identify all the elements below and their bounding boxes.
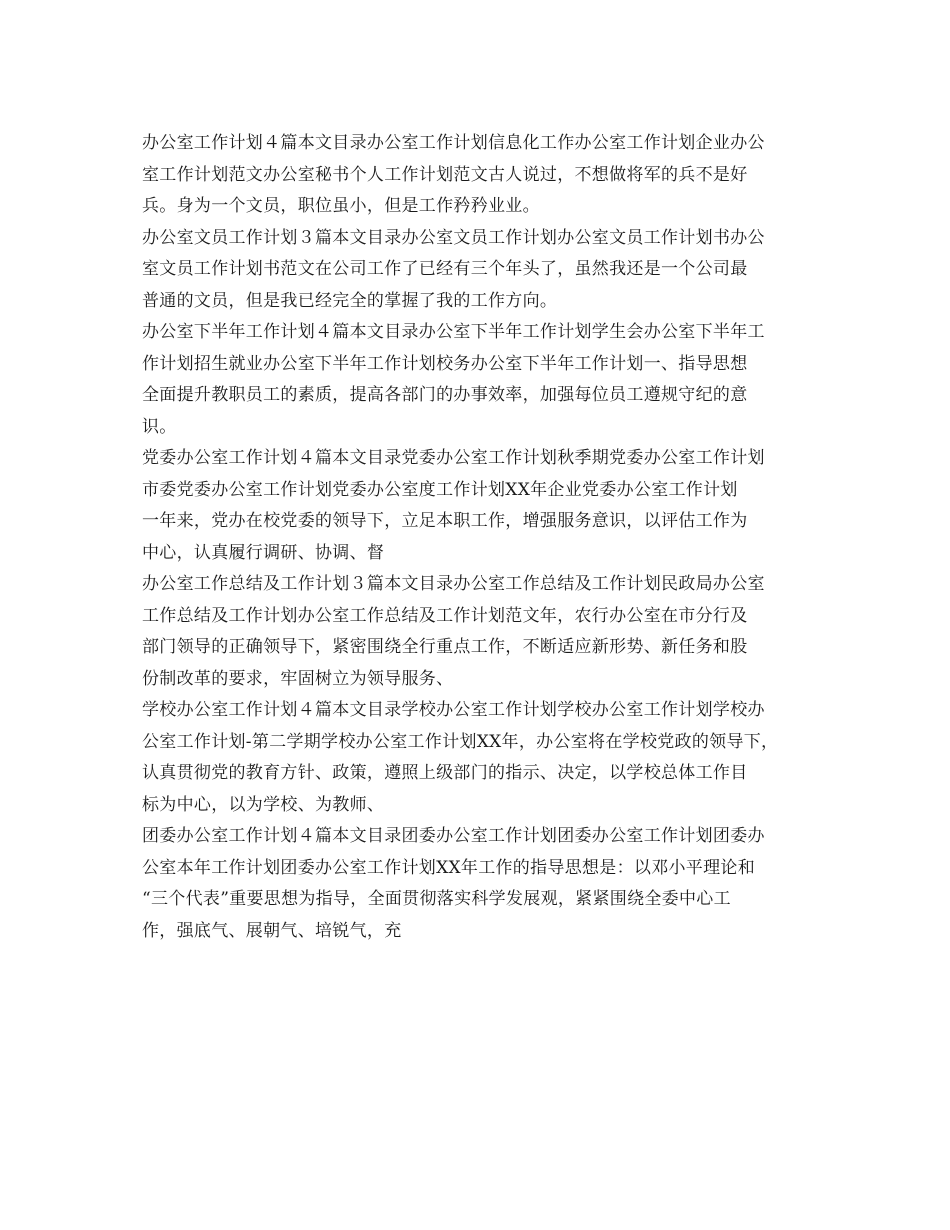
text-line: 中心，认真履行调研、协调、督 xyxy=(142,542,385,563)
text-line: 公室工作计划-第二学期学校办公室工作计划XX年，办公室将在学校党政的领导下， xyxy=(142,731,779,752)
text-line: 市委党委办公室工作计划党委办公室度工作计划XX年企业党委办公室工作计划 xyxy=(142,479,738,500)
text-line: 室文员工作计划书范文在公司工作了已经有三个年头了，虽然我还是一个公司最 xyxy=(142,259,748,279)
text-line: 一年来，党办在校党委的领导下，立足本职工作，增强服务意识，以评估工作为 xyxy=(142,511,748,531)
text-line: 办公室工作计划４篇本文目录办公室工作计划信息化工作办公室工作计划企业办公 xyxy=(142,133,765,153)
text-line: 团委办公室工作计划４篇本文目录团委办公室工作计划团委办公室工作计划团委办 xyxy=(142,826,765,846)
text-line: 作，强底气、展朝气、培锐气，充 xyxy=(142,920,402,941)
text-line: 办公室工作总结及工作计划３篇本文目录办公室工作总结及工作计划民政局办公室 xyxy=(142,574,765,594)
text-line: 部门领导的正确领导下，紧密围绕全行重点工作，不断适应新形势、新任务和股 xyxy=(142,637,748,657)
text-line: 份制改革的要求，牢固树立为领导服务、 xyxy=(142,668,454,689)
text-line: 认真贯彻党的教育方针、政策，遵照上级部门的指示、决定，以学校总体工作目 xyxy=(142,763,748,783)
text-line: 办公室文员工作计划３篇本文目录办公室文员工作计划办公室文员工作计划书办公 xyxy=(142,227,765,248)
text-line: 全面提升教职员工的素质，提高各部门的办事效率，加强每位员工遵规守纪的意 xyxy=(142,385,748,405)
text-line: 党委办公室工作计划４篇本文目录党委办公室工作计划秋季期党委办公室工作计划 xyxy=(142,448,765,468)
text-line: 工作总结及工作计划办公室工作总结及工作计划范文年，农行办公室在市分行及 xyxy=(142,605,748,626)
text-line: 公室本年工作计划团委办公室工作计划XX年工作的指导思想是：以邓小平理论和 xyxy=(142,857,756,878)
text-line: 普通的文员，但是我已经完全的掌握了我的工作方向。 xyxy=(142,290,558,311)
text-line: 标为中心，以为学校、为教师、 xyxy=(142,794,385,815)
text-line: 学校办公室工作计划４篇本文目录学校办公室工作计划学校办公室工作计划学校办 xyxy=(142,700,765,720)
text-line: 作计划招生就业办公室下半年工作计划校务办公室下半年工作计划一、指导思想 xyxy=(142,353,748,374)
text-line: 办公室下半年工作计划４篇本文目录办公室下半年工作计划学生会办公室下半年工 xyxy=(142,322,765,342)
text-line: 兵。身为一个文员，职位虽小，但是工作矜矜业业。 xyxy=(142,196,540,216)
document-body xyxy=(142,128,822,947)
text-line: “三个代表”重要思想为指导，全面贯彻落实科学发展观，紧紧围绕全委中心工 xyxy=(142,889,731,909)
text-line: 识。 xyxy=(142,416,177,437)
text-line: 室工作计划范文办公室秘书个人工作计划范文古人说过，不想做将军的兵不是好 xyxy=(142,164,748,185)
